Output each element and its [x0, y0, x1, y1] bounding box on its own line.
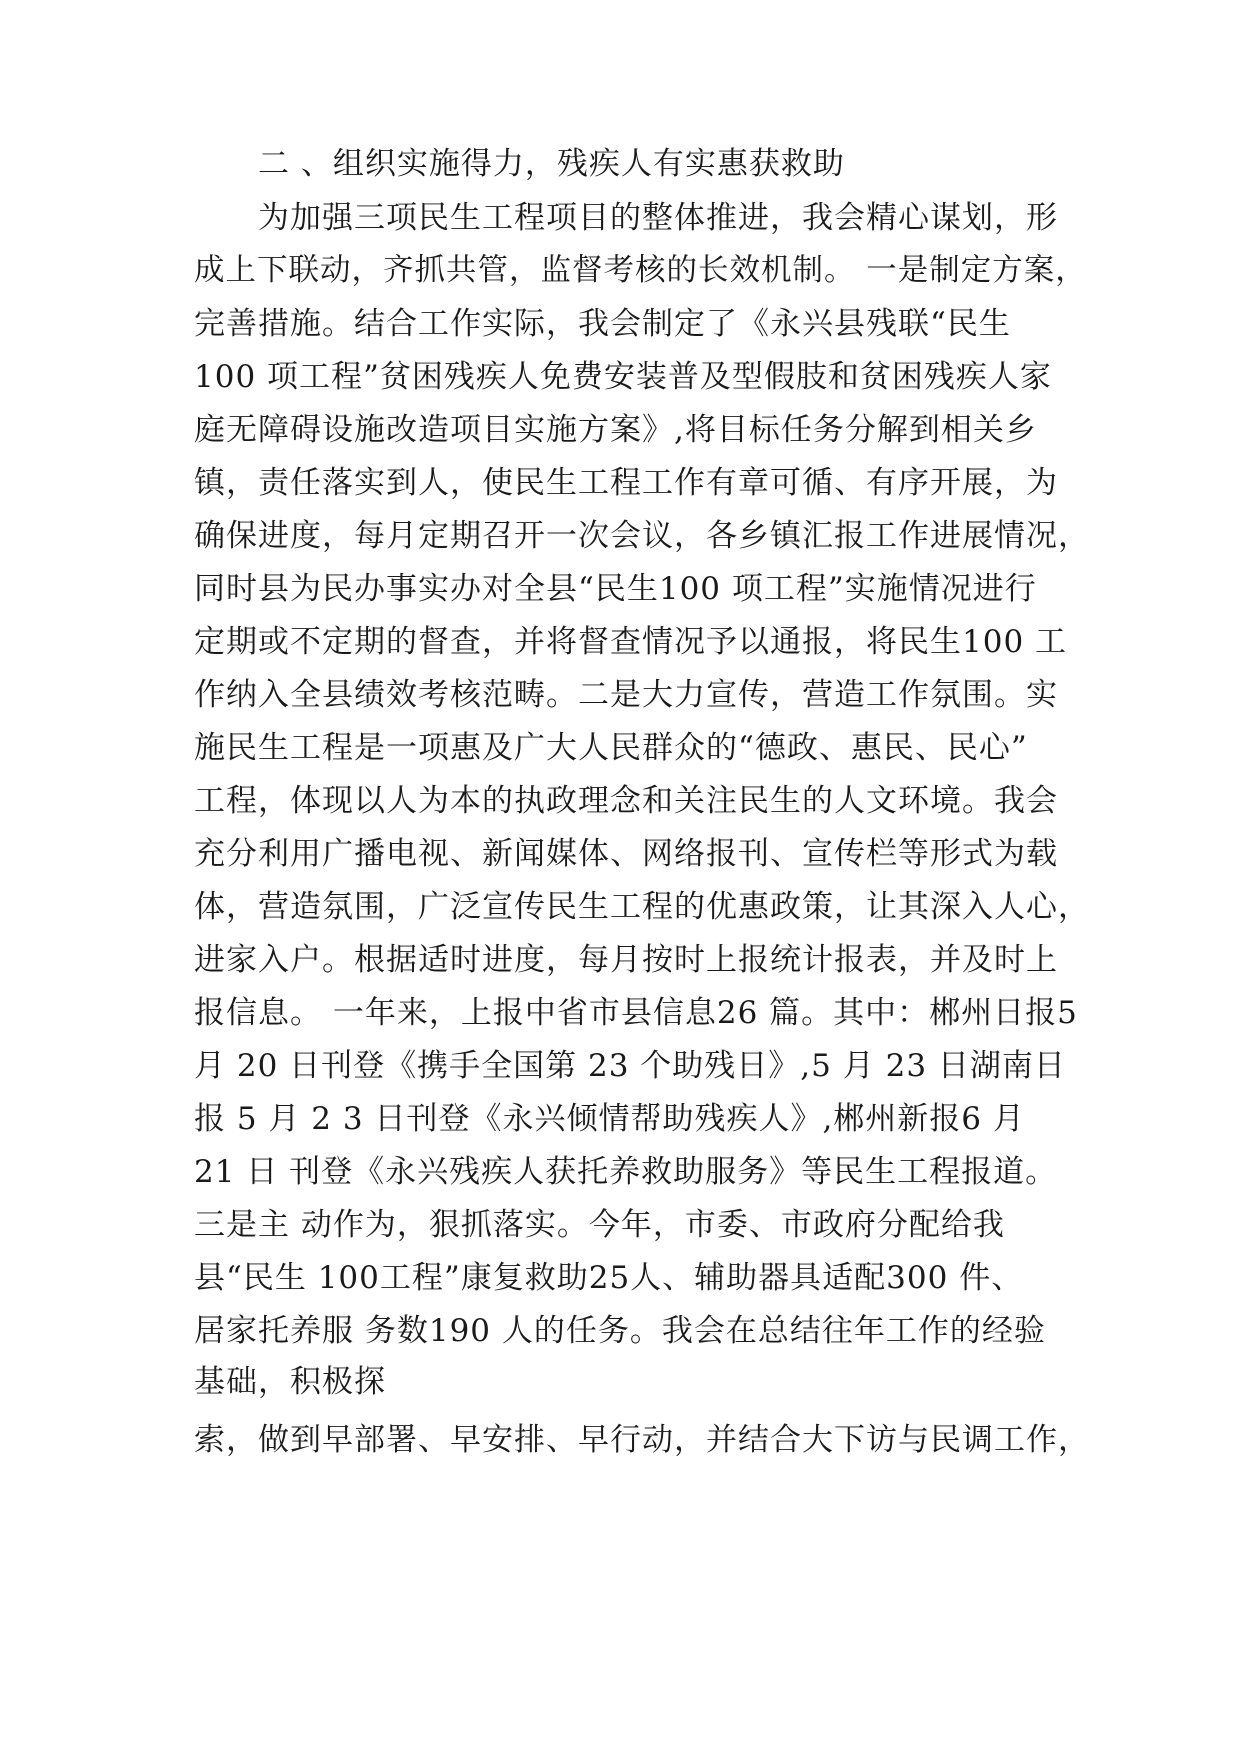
- paragraph-line: 报 5 月 2 3 日刊登《永兴倾情帮助残疾人》,郴州新报6 月: [194, 1101, 1025, 1137]
- paragraph-line: 定期或不定期的督查，并将督查情况予以通报，将民生100 工: [194, 624, 1068, 660]
- paragraph-line: 确保进度，每月定期召开一次会议，各乡镇汇报工作进展情况，: [194, 518, 1090, 554]
- paragraph-line: 成上下联动，齐抓共管，监督考核的长效机制。 一是制定方案，: [194, 253, 1087, 288]
- paragraph-line: 体，营造氛围，广泛宣传民生工程的优惠政策，让其深入人心，: [194, 889, 1090, 925]
- paragraph-line: 施民生工程是一项惠及广大人民群众的“德政、惠民、民心”: [194, 730, 1028, 766]
- paragraph-line: 作纳入全县绩效考核范畴。二是大力宣传，营造工作氛围。实: [194, 677, 1058, 713]
- paragraph-line: 县“民生 100工程”康复救助25人、辅助器具适配300 件、: [194, 1260, 1024, 1296]
- paragraph-line: 为加强三项民生工程项目的整体推进，我会精心谋划，形: [258, 200, 1058, 236]
- paragraph-line: 镇，责任落实到人，使民生工程工作有章可循、有序开展，为: [194, 465, 1058, 501]
- paragraph-line: 同时县为民办事实办对全县“民生100 项工程”实施情况进行: [194, 571, 1037, 607]
- section-heading: 二 、组织实施得力，残疾人有实惠获救助: [258, 146, 845, 182]
- paragraph-line: 工程，体现以人为本的执政理念和关注民生的人文环境。我会: [194, 783, 1058, 819]
- paragraph-line: 100 项工程”贫困残疾人免费安装普及型假肢和贫困残疾人家: [194, 359, 1052, 395]
- paragraph-line: 21 日 刊登《永兴残疾人获托养救助服务》等民生工程报道。: [194, 1154, 1058, 1190]
- paragraph-line: 三是主 动作为，狠抓落实。今年，市委、市政府分配给我: [194, 1207, 1005, 1243]
- paragraph-line: 索，做到早部署、早安排、早行动，并结合大下访与民调工作，: [194, 1422, 1090, 1458]
- paragraph-line: 庭无障碍设施改造项目实施方案》,将目标任务分解到相关乡: [194, 412, 1037, 448]
- paragraph-line: 基础，积极探: [194, 1364, 386, 1400]
- paragraph-line: 居家托养服 务数190 人的任务。我会在总结往年工作的经验: [194, 1313, 1046, 1349]
- paragraph-line: 月 20 日刊登《携手全国第 23 个助残日》,5 月 23 日湖南日: [194, 1048, 1066, 1084]
- paragraph-line: 报信息。 一年来，上报中省市县信息26 篇。其中：郴州日报5: [194, 995, 1078, 1031]
- paragraph-line: 进家入户。根据适时进度，每月按时上报统计报表，并及时上: [194, 942, 1058, 978]
- paragraph-line: 完善措施。结合工作实际，我会制定了《永兴县残联“民生: [194, 306, 1011, 342]
- paragraph-line: 充分利用广播电视、新闻媒体、网络报刊、宣传栏等形式为载: [194, 836, 1058, 872]
